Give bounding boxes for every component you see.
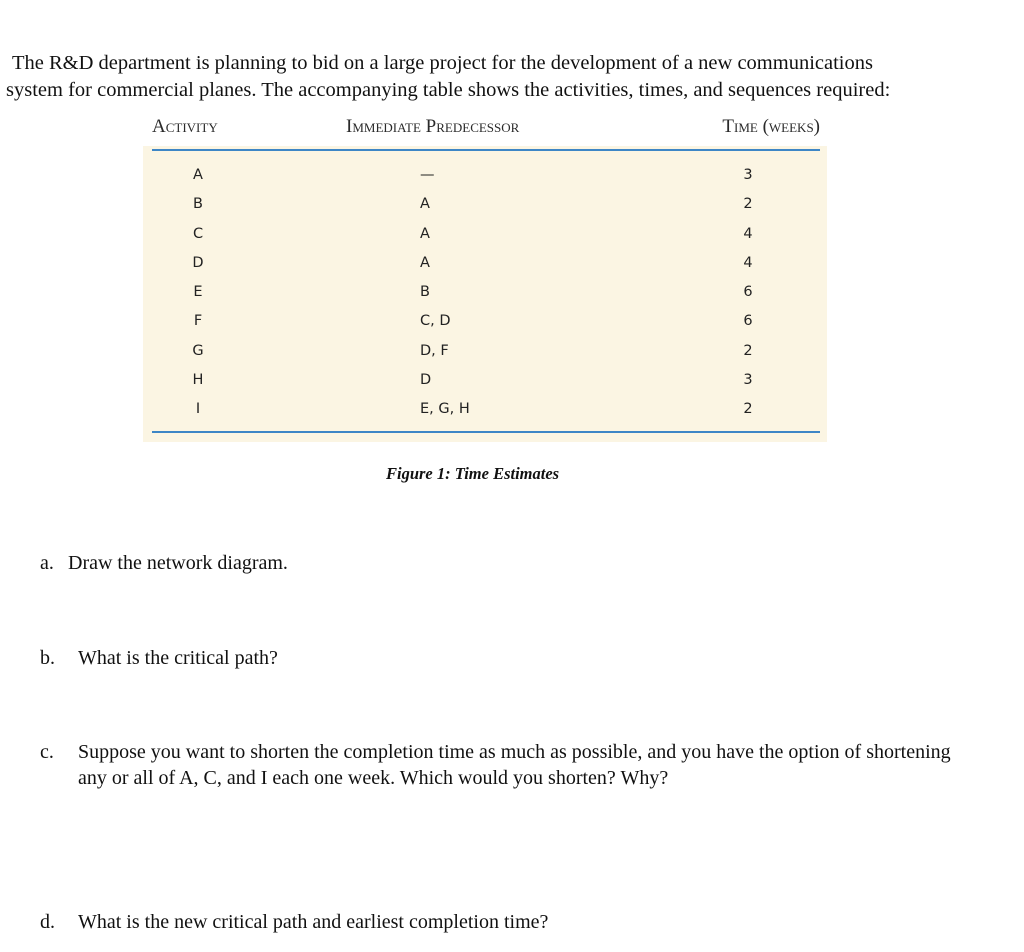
time-cell: 4	[743, 254, 753, 271]
table-row	[152, 341, 820, 370]
question-a	[40, 550, 288, 576]
question-d	[40, 909, 548, 935]
activity-cell: B	[193, 196, 203, 213]
header-activity: Activity	[152, 116, 218, 137]
figure-caption: Figure 1: Time Estimates	[386, 464, 560, 483]
header-immediate-predecessor: Immediate Predecessor	[346, 116, 520, 137]
time-cell: 3	[743, 167, 753, 183]
time-cell: 4	[743, 225, 753, 242]
question-b	[40, 645, 278, 671]
table-row	[152, 311, 820, 340]
table-row	[152, 253, 820, 282]
table-row	[152, 194, 820, 223]
question-text: What is the critical path?	[78, 647, 278, 669]
activity-cell: C	[192, 225, 204, 242]
question-label: b.	[40, 647, 55, 669]
table-row	[152, 165, 820, 194]
activity-cell: E	[193, 284, 203, 301]
table-bottom-rule	[152, 431, 820, 433]
predecessor-cell: A	[420, 225, 430, 242]
predecessor-cell: E, G, H	[420, 401, 470, 418]
predecessor-cell: —	[420, 167, 435, 183]
time-cell: 3	[743, 372, 753, 389]
question-text: What is the new critical path and earliest completion time?	[78, 911, 549, 933]
question-text: Suppose you want to shorten the completion time as much as possible, and you have the option of shortening any or all of A, C, and I each one week. Which would you shorten? Why?	[78, 741, 951, 789]
table-top-rule	[152, 149, 820, 151]
table-row	[152, 282, 820, 311]
predecessor-cell: A	[420, 196, 430, 213]
question-label: c.	[40, 741, 54, 763]
activity-cell: A	[193, 167, 203, 183]
header-time-weeks: Time (weeks)	[722, 116, 820, 137]
activity-cell: D	[192, 254, 204, 271]
table-row	[152, 370, 820, 399]
intro-line-2: system for commercial planes. The accompanying table shows the activities, times, and sequences required:	[6, 79, 891, 101]
table-header	[152, 116, 820, 138]
predecessor-cell: B	[420, 284, 430, 301]
intro-paragraph	[6, 50, 1016, 104]
predecessor-cell: D	[420, 372, 432, 389]
time-cell: 6	[743, 284, 753, 301]
activity-cell: I	[195, 401, 201, 418]
intro-line-1: The R&D department is planning to bid on a large project for the development of a new communications	[12, 52, 873, 74]
activity-cell: H	[192, 372, 204, 389]
activity-cell: G	[192, 342, 204, 359]
question-label: d.	[40, 911, 55, 933]
question-label: a.	[40, 552, 54, 574]
question-text: Draw the network diagram.	[68, 552, 288, 574]
predecessor-cell: A	[420, 254, 430, 271]
question-c	[40, 739, 980, 791]
time-cell: 2	[743, 196, 753, 213]
activity-cell: F	[193, 313, 203, 330]
table-row	[152, 224, 820, 253]
activity-table-body	[152, 165, 820, 429]
predecessor-cell: C, D	[420, 313, 451, 330]
table-row	[152, 399, 820, 428]
time-cell: 6	[743, 313, 753, 330]
time-cell: 2	[743, 401, 753, 418]
predecessor-cell: D, F	[420, 342, 449, 359]
time-cell: 2	[743, 342, 753, 359]
